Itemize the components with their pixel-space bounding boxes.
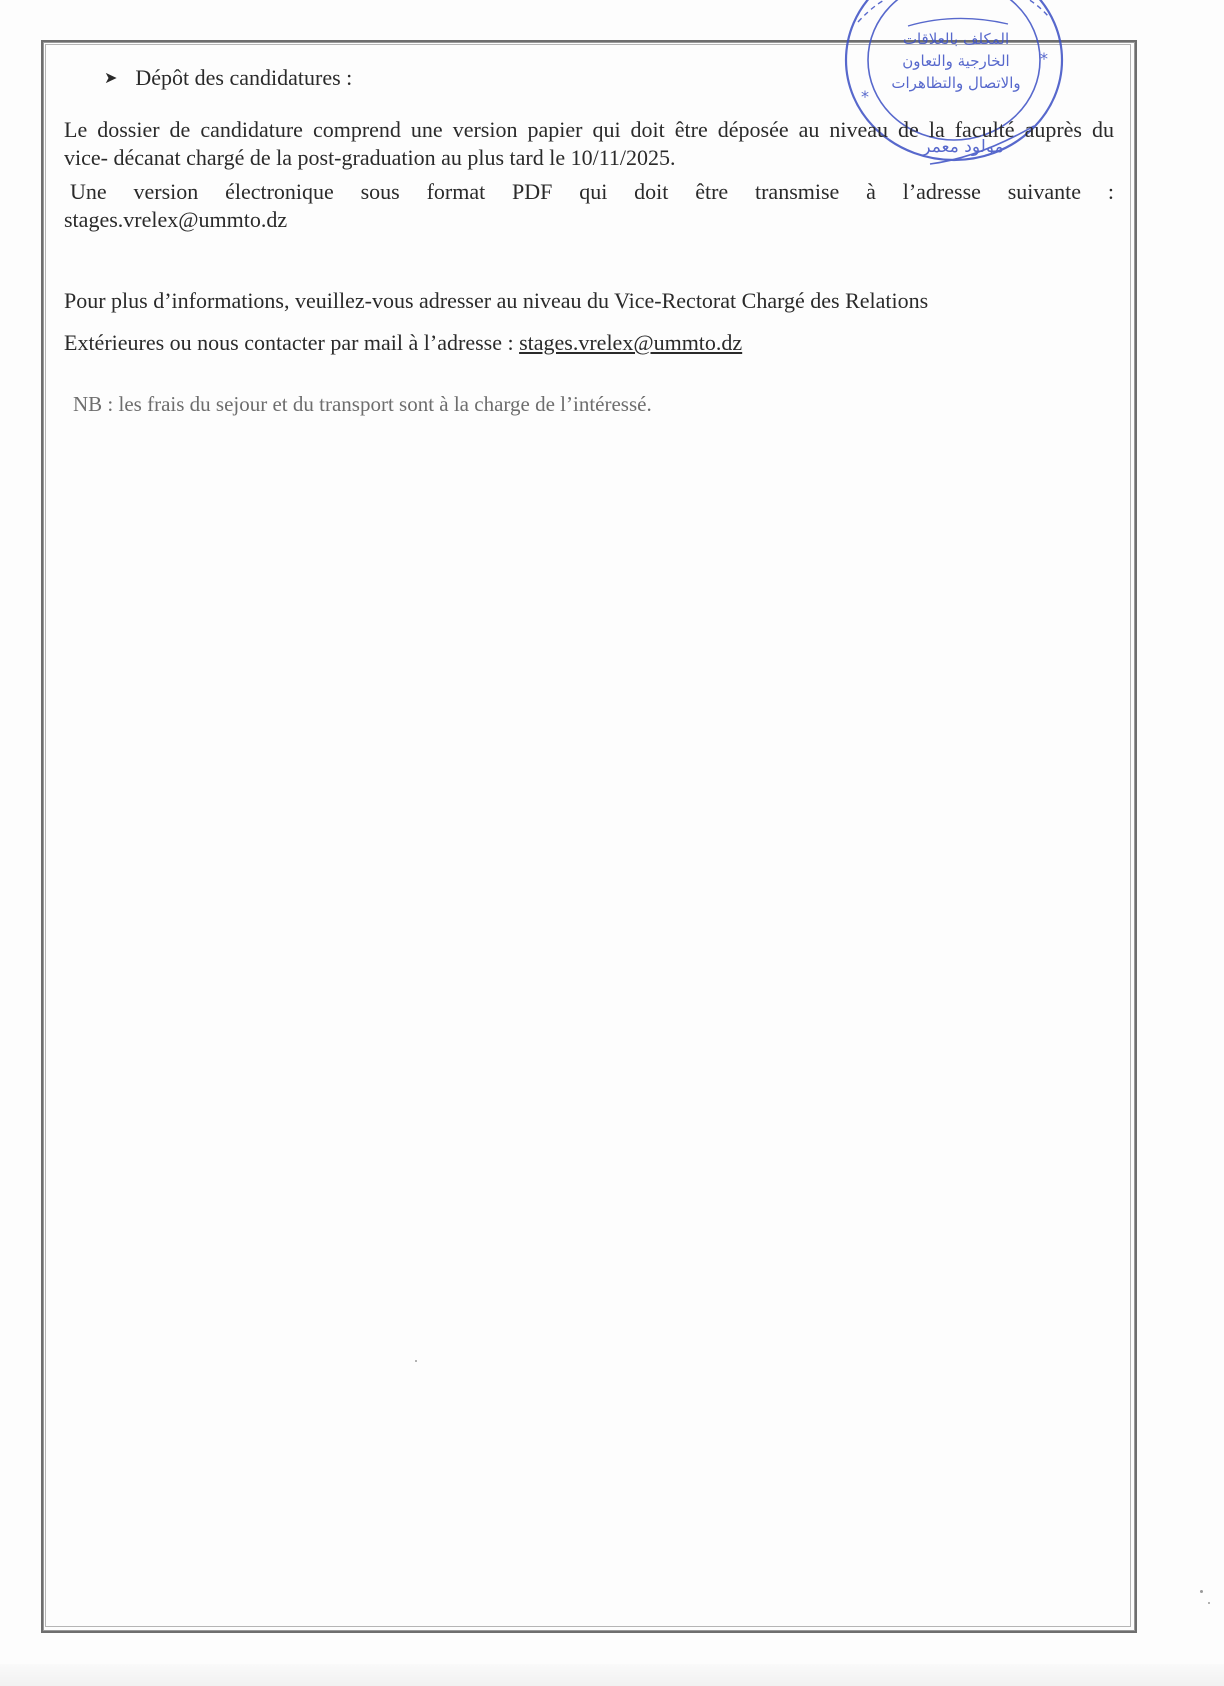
paragraph-dossier-line-2: vice- décanat chargé de la post-graduation au plus tard le 10/11/2025. xyxy=(64,145,676,170)
scan-bottom-edge xyxy=(0,1664,1224,1686)
arrow-bullet-icon: ➤ xyxy=(104,68,118,87)
section-heading-row xyxy=(104,64,352,92)
paragraph-electronic-email: stages.vrelex@ummto.dz xyxy=(64,207,288,232)
note-text: NB : les frais du sejour et du transport sont à la charge de l’intéressé. xyxy=(73,392,652,416)
paragraph-electronic-line-1: Une version électronique sous format PDF qui doit être transmise à l’adresse suivante : xyxy=(70,179,1114,204)
page-border-inner xyxy=(45,44,1131,1627)
email-link[interactable]: stages.vrelex@ummto.dz xyxy=(519,330,743,355)
paragraph-information-line-1: Pour plus d’informations, veuillez-vous adresser au niveau du Vice-Rectorat Chargé des Relations xyxy=(64,288,929,313)
stamp-signature: مولود معمر xyxy=(922,137,1004,157)
stamp-star-left: * xyxy=(861,87,869,106)
scan-speck xyxy=(1208,1602,1210,1604)
paragraph-information xyxy=(64,287,1114,357)
section-heading: Dépôt des candidatures : xyxy=(135,65,353,90)
paragraph-information-prefix: Extérieures ou nous contacter par mail à l’adresse : xyxy=(64,330,520,355)
paragraph-electronic xyxy=(64,178,1114,234)
paragraph-dossier xyxy=(64,116,1114,172)
stamp-line-2: الخارجية والتعاون xyxy=(902,52,1010,70)
stamp-line-3: والاتصال والتظاهرات xyxy=(891,74,1021,92)
stamp-line-1: المكلف بالعلاقات xyxy=(902,30,1010,48)
paragraph-dossier-line-1: Le dossier de candidature comprend une version papier qui doit être déposée au niveau de la faculté auprès du xyxy=(64,117,1114,142)
stamp-star-right: * xyxy=(1040,49,1048,68)
paragraph-information-line-2 xyxy=(64,329,1114,357)
scan-speck xyxy=(415,1360,417,1362)
scan-speck xyxy=(1200,1590,1203,1593)
